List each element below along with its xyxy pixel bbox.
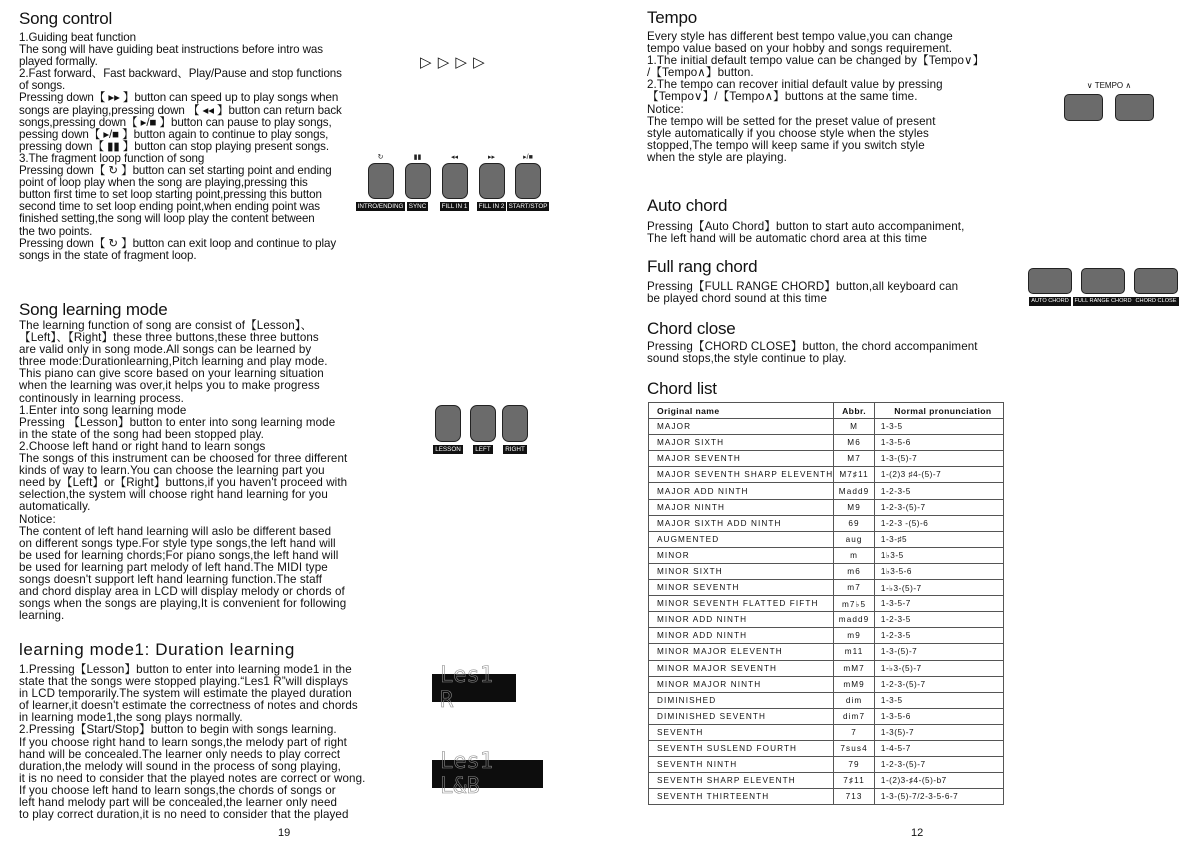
table-cell: aug [834, 531, 875, 547]
pause-icon: ▮▮ [413, 154, 422, 161]
table-cell: MINOR SIXTH [649, 563, 834, 579]
table-cell: 7♯11 [834, 773, 875, 789]
fill-in-2-button[interactable]: ▸▸ FILL IN 2 [478, 154, 505, 210]
table-cell: 1-3-(5)-7/2-3-5-6-7 [874, 789, 1003, 805]
table-cell: MINOR MAJOR ELEVENTH [649, 644, 834, 660]
chord-table-header [649, 403, 1004, 419]
table-row [649, 724, 1004, 740]
table-cell: MINOR MAJOR NINTH [649, 676, 834, 692]
chord-close-heading: Chord close [647, 319, 736, 338]
table-row [649, 757, 1004, 773]
table-cell: madd9 [834, 612, 875, 628]
table-cell: 1-3-♯5 [874, 531, 1003, 547]
table-cell: M7♯11 [834, 467, 875, 483]
table-cell: 69 [834, 515, 875, 531]
table-cell: M [834, 419, 875, 435]
tempo-heading: Tempo [647, 8, 698, 27]
tempo-down-button[interactable] [1064, 94, 1103, 121]
table-cell: M7 [834, 451, 875, 467]
intro-ending-button[interactable]: ↻ INTRO/ENDING [357, 154, 404, 210]
table-cell: MAJOR SIXTH [649, 435, 834, 451]
table-cell: 1-♭3-(5)-7 [874, 580, 1003, 596]
chord-list-heading: Chord list [647, 379, 717, 398]
tempo-buttons [1064, 81, 1154, 121]
tempo-up-button[interactable] [1115, 94, 1154, 121]
table-row [649, 628, 1004, 644]
table-cell: 1-(2)3 ♯4-(5)-7 [874, 467, 1003, 483]
column-header: Abbr. [834, 403, 875, 419]
table-cell: MAJOR NINTH [649, 499, 834, 515]
song-learning-body: The learning function of song are consist of【Lesson】、 【Left】、【Right】these three buttons,these three buttons are valid only in song mode.All songs can be learned by three mode:Durationlearning,Pitch learning and play mode. This piano can give score based on your learning situation when the learning was over,it helps you to make progress continously in learning process. 1.Enter into song learning mode Pressing 【Lesson】button to enter into song learning mode in the state of the song had been stopped play. 2.Choose left hand or right hand to learn songs The songs of this instrument can be choosed for three different kinds of way to learn.You can choose the learning part you need by【Left】or【Right】buttons,if you haven't proceed with selection,the system will choose right hand learning for you automatically. Notice: The content of left hand learning will aslo be different based on different songs type.For style type songs,the left hand will be used for learning chords;For piano songs,the left hand will be used for learning part melody of left hand.The MIDI type songs doesn't support left hand learning function.The staff and chord display area in LCD will display melody or chords of songs when the songs are playing,It is convenient for following learning. [19, 319, 348, 623]
table-cell: SEVENTH SHARP ELEVENTH [649, 773, 834, 789]
table-cell: 1-3(5)-7 [874, 724, 1003, 740]
table-cell: DIMINISHED SEVENTH [649, 708, 834, 724]
table-cell: MAJOR SEVENTH SHARP ELEVENTH [649, 467, 834, 483]
chord-buttons [1028, 268, 1178, 306]
table-cell: 1-3-5-7 [874, 596, 1003, 612]
table-cell: mM9 [834, 676, 875, 692]
chord-list-table [648, 402, 1004, 805]
loop-icon: ↻ [377, 154, 384, 161]
table-row [649, 467, 1004, 483]
table-cell: 1-♭3-(5)-7 [874, 660, 1003, 676]
table-row [649, 451, 1004, 467]
table-cell: dim [834, 692, 875, 708]
table-cell: dim7 [834, 708, 875, 724]
column-header: Normal pronunciation [874, 403, 1003, 419]
rewind-icon: ◂◂ [450, 154, 459, 161]
lcd-display-les1-r: Les1 R [432, 674, 516, 702]
table-cell: 1-(2)3-♯4-(5)-b7 [874, 773, 1003, 789]
learning-mode1-heading: learning mode1: Duration learning [19, 640, 295, 659]
table-cell: MINOR ADD NINTH [649, 612, 834, 628]
table-cell: m [834, 547, 875, 563]
learning-mode1-body: 1.Pressing【Lesson】button to enter into learning mode1 in the state that the songs were stopped playing.“Les1 R”will displays in LCD temporarily.The system will estimate the played duration of learner,it doesn't estimate the correctness of notes and chords in learning mode1,the song plays normally. 2.Pressing【Start/Stop】button to begin with songs learning. If you choose right hand to learn songs,the melody part of right hand will be concealed.The learner only needs to play correct duration,the melody will sound in the process of song playing, it is no need to consider that the played notes are correct or wong. If you choose left hand to learn songs,the chords of songs or left hand melody part will be concealed,the learner only need to play correct duration,it is no need to consider that the played [19, 663, 366, 822]
table-cell: MINOR MAJOR SEVENTH [649, 660, 834, 676]
table-cell: MAJOR SIXTH ADD NINTH [649, 515, 834, 531]
table-cell: 1-3-5-6 [874, 708, 1003, 724]
table-row [649, 580, 1004, 596]
table-cell: SEVENTH NINTH [649, 757, 834, 773]
chord-close-button[interactable]: CHORD CLOSE [1134, 268, 1178, 306]
table-cell: MAJOR [649, 419, 834, 435]
table-cell: MAJOR SEVENTH [649, 451, 834, 467]
table-cell: MAJOR ADD NINTH [649, 483, 834, 499]
table-row [649, 789, 1004, 805]
table-row [649, 515, 1004, 531]
table-cell: m9 [834, 628, 875, 644]
full-range-chord-body: Pressing【FULL RANGE CHORD】button,all keyboard can be played chord sound at this time [647, 280, 959, 306]
right-button[interactable]: RIGHT [500, 405, 530, 454]
table-cell: 7sus4 [834, 740, 875, 756]
table-cell: MINOR SEVENTH [649, 580, 834, 596]
page-number-right: 12 [911, 827, 924, 839]
table-cell: 1-3-5 [874, 419, 1003, 435]
table-row [649, 563, 1004, 579]
table-row [649, 676, 1004, 692]
song-control-heading: Song control [19, 9, 113, 28]
table-row [649, 773, 1004, 789]
table-cell: 1♭3-5-6 [874, 563, 1003, 579]
table-cell: Madd9 [834, 483, 875, 499]
play-stop-icon: ▸/■ [523, 154, 533, 161]
table-cell: M6 [834, 435, 875, 451]
lcd-display-les1-lb: Les1 L&B [432, 760, 543, 788]
table-cell: 79 [834, 757, 875, 773]
fast-forward-icon: ▸▸ [487, 154, 496, 161]
table-cell: AUGMENTED [649, 531, 834, 547]
auto-chord-button[interactable]: AUTO CHORD [1028, 268, 1072, 306]
table-row [649, 692, 1004, 708]
table-cell: 1-3-(5)-7 [874, 644, 1003, 660]
auto-chord-body: Pressing【Auto Chord】button to start auto accompaniment, The left hand will be automatic chord area at this time [647, 220, 965, 246]
table-cell: m6 [834, 563, 875, 579]
table-row [649, 547, 1004, 563]
table-cell: 1-2-3-(5)-7 [874, 499, 1003, 515]
table-cell: 1-2-3-5 [874, 628, 1003, 644]
left-button[interactable]: LEFT [466, 405, 500, 454]
table-row [649, 740, 1004, 756]
auto-chord-heading: Auto chord [647, 196, 728, 215]
chord-close-body: Pressing【CHORD CLOSE】button, the chord accompaniment sound stops,the style continue to play. [647, 340, 978, 366]
full-range-chord-heading: Full rang chord [647, 257, 758, 276]
table-row [649, 483, 1004, 499]
table-row [649, 612, 1004, 628]
sync-button[interactable]: ▮▮ SYNC [399, 153, 436, 211]
right-page [590, 0, 1183, 843]
table-cell: 1-3-5 [874, 692, 1003, 708]
table-cell: MINOR ADD NINTH [649, 628, 834, 644]
table-cell: m7 [834, 580, 875, 596]
table-cell: 1-2-3-(5)-7 [874, 757, 1003, 773]
table-cell: DIMINISHED [649, 692, 834, 708]
table-cell: mM7 [834, 660, 875, 676]
table-cell: SEVENTH THIRTEENTH [649, 789, 834, 805]
table-cell: 1-3-5-6 [874, 435, 1003, 451]
fill-in-1-button[interactable]: ◂◂ FILL IN 1 [441, 154, 468, 210]
song-learning-heading: Song learning mode [19, 300, 168, 319]
table-row [649, 531, 1004, 547]
table-cell: m11 [834, 644, 875, 660]
table-row [649, 708, 1004, 724]
table-cell: 1♭3-5 [874, 547, 1003, 563]
table-cell: 1-4-5-7 [874, 740, 1003, 756]
table-cell: MINOR [649, 547, 834, 563]
table-cell: 1-2-3-5 [874, 483, 1003, 499]
table-cell: 1-2-3-(5)-7 [874, 676, 1003, 692]
full-range-chord-button[interactable]: FULL RANGE CHORD [1081, 268, 1125, 306]
table-cell: m7♭5 [834, 596, 875, 612]
table-row [649, 596, 1004, 612]
lesson-button[interactable]: LESSON [430, 405, 466, 454]
table-cell: M9 [834, 499, 875, 515]
left-page [0, 0, 590, 843]
table-row [649, 419, 1004, 435]
table-cell: SEVENTH [649, 724, 834, 740]
table-cell: 1-2-3 -(5)-6 [874, 515, 1003, 531]
table-cell: MINOR SEVENTH FLATTED FIFTH [649, 596, 834, 612]
table-cell: 1-3-(5)-7 [874, 451, 1003, 467]
table-row [649, 660, 1004, 676]
table-cell: 713 [834, 789, 875, 805]
table-row [649, 644, 1004, 660]
learning-buttons [430, 405, 530, 454]
table-cell: 1-2-3-5 [874, 612, 1003, 628]
tempo-label: ∨ TEMPO ∧ [1086, 81, 1132, 90]
table-cell: SEVENTH SUSLEND FOURTH [649, 740, 834, 756]
table-row [649, 499, 1004, 515]
table-row [649, 435, 1004, 451]
column-header: Original name [649, 403, 834, 419]
tempo-body: Every style has different best tempo value,you can change tempo value based on your hobby and songs requirement. 1.The initial default tempo value can be changed by【Tempo∨】 /【Tempo∧】button. 2.The tempo can recover initial default value by pressing 【Tempo∨】/【Tempo∧】buttons at the same time. Notice: The tempo will be setted for the preset value of present style automatically if you choose style when the styles stopped,The tempo will keep same if you switch style when the style are playing. [647, 30, 985, 164]
start-stop-button[interactable]: ▸/■ START/STOP [508, 154, 548, 210]
table-cell: 7 [834, 724, 875, 740]
beat-arrows-icon: ▷ ▷ ▷ ▷ [420, 54, 486, 71]
song-control-body: 1.Guiding beat function The song will have guiding beat instructions before intro was played formally. 2.Fast forward、Fast backward、Play/Pause and stop functions of songs. Pressing down【 ▸▸ 】button can speed up to play songs when songs are playing,pressing down 【 ◂◂ 】button can return back songs,pressing down【 ▸/■ 】button can pause to play songs, pessing down【 ▸/■ 】button again to continue to play songs, pressing down【 ▮▮ 】button can stop playing present songs. 3.The fragment loop function of song Pressing down【 ↻ 】button can set starting point and ending point of loop play when the song are playing,pressing this button first time to set loop starting point,pressing this button second time to set loop ending point,when ending point was finished setting,the song will loop play the content between the two points. Pressing down【 ↻ 】button can exit loop and continue to play songs in the state of fragment loop. [19, 31, 342, 262]
page-number-left: 19 [278, 827, 291, 839]
song-control-buttons [357, 153, 548, 211]
